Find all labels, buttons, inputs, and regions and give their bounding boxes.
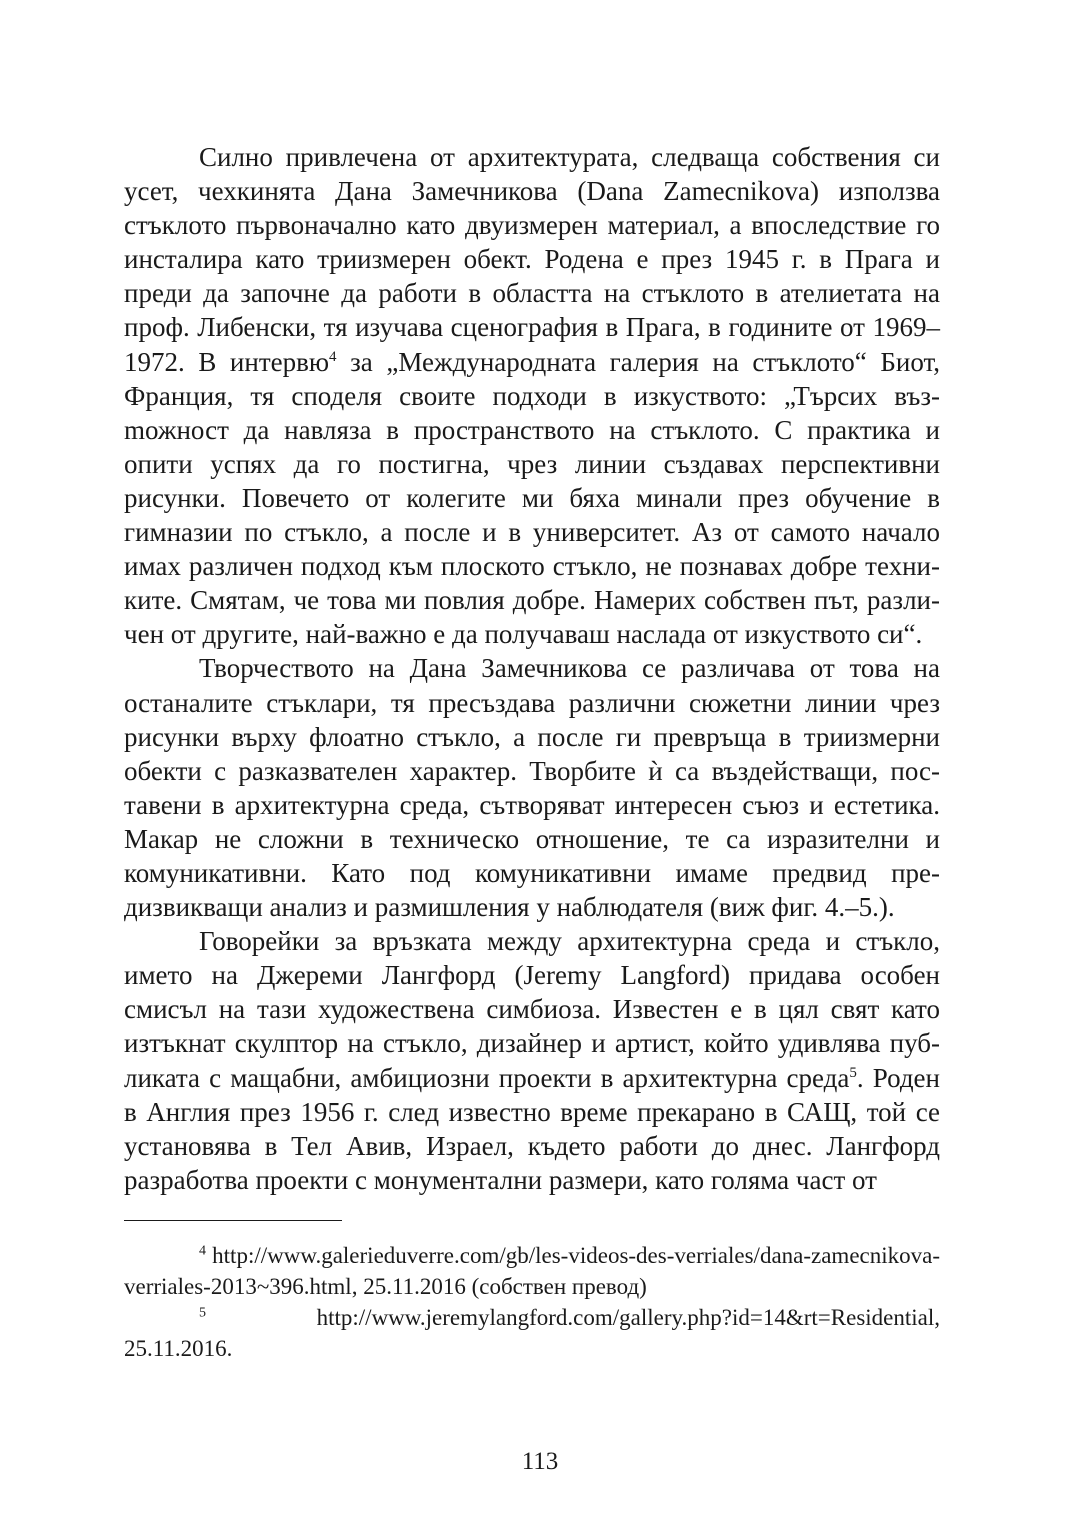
footnote-5-number: 5 (199, 1305, 206, 1321)
footnote-4 (124, 1240, 940, 1302)
page-number: 113 (521, 1448, 559, 1475)
paragraph-2 (124, 651, 940, 924)
paragraph-1 (124, 140, 940, 651)
footnote-ref-4[interactable]: 4 (329, 348, 337, 365)
paragraph-3-part-2: . Роден в Англия през 1956 г. след известно време прекарано в САЩ, той се установява в Тел Авив, Израел, където работи до днес. Лангфорд разработва проекти с монументални размери, като голяма част от (124, 1062, 940, 1195)
footnote-5 (124, 1302, 940, 1364)
paragraph-3-part-1: Говорейки за връзката между архитектурна среда и стъкло, името на Джереми Лангфорд (Jeremy Langford) придава особен смисъл на тази художествена симбиоза. Известен е в цял свят като изтъкнат скулптор на стъкло, дизайнер и артист, който удивлява публиката с мащабни, амбициозни проекти в архитектурна среда (124, 926, 940, 1093)
body-text (124, 140, 940, 1197)
footnote-4-text[interactable]: http://www.galerieduverre.com/gb/les-videos-des-verriales/dana-zamecnikova-verriales-2013~396.html, 25.11.2016 (собствен превод) (124, 1243, 940, 1299)
footnote-divider (124, 1220, 342, 1221)
footnote-4-number: 4 (199, 1243, 206, 1259)
footnote-5-text[interactable]: http://www.jeremylangford.com/gallery.php?id=14&rt=Residential, 25.11.2016. (124, 1305, 940, 1361)
footnote-ref-5[interactable]: 5 (849, 1064, 857, 1081)
paragraph-2-text: Творчеството на Дана Замечникова се различава от това на останалите стъклари, тя пресъздава различни сюжетни линии чрез рисунки върху флоатно стъкло, а после ги превръща в триизмерни обекти с разказвателен характер. Творбите ѝ са въздействащи, поставени в архитектурна среда, сътворяват интересен съюз и естетика. Макар не сложни в техническо отношение, те са изразителни и комуникативни. Като под комуникативни имаме предвид предизвикващи анализ и размишления у наблюдателя (виж фиг. 4.–5.). (124, 653, 940, 923)
paragraph-1-part-2: за „Международната галерия на стъклото“ Биот, Франция, тя споделя своите подходи в изкуството: „Търсих възmожност да навляза в пространството на стъклото. С практика и опити успях да го постигна, чрез линии създавах перспективни рисунки. Повечето от колегите ми бяха минали през обучение в гимназии по стъкло, а после и в университет. Аз от самото начало имах различен подход към плоското стъкло, не познавах добре техниките. Смятам, че това ми повлия добре. Намерих собствен път, различен от другите, най-важно е да получаваш наслада от изкуството си“. (124, 346, 940, 650)
paragraph-1-part-1: Силно привлечена от архитектурата, следваща собствения си усет, чехкинята Дана Замечникова (Dana Zamecnikova) използва стъклото първоначално като двуизмерен материал, а впоследствие го инсталира като триизмерен обект. Родена е през 1945 г. в Прага и преди да започне да работи в областта на стъклото в ателиетата на проф. Либенски, тя изучава сценография в Прага, в годините от 1969–1972. В интервю (124, 142, 940, 377)
paragraph-3 (124, 924, 940, 1197)
footnotes (124, 1240, 940, 1364)
